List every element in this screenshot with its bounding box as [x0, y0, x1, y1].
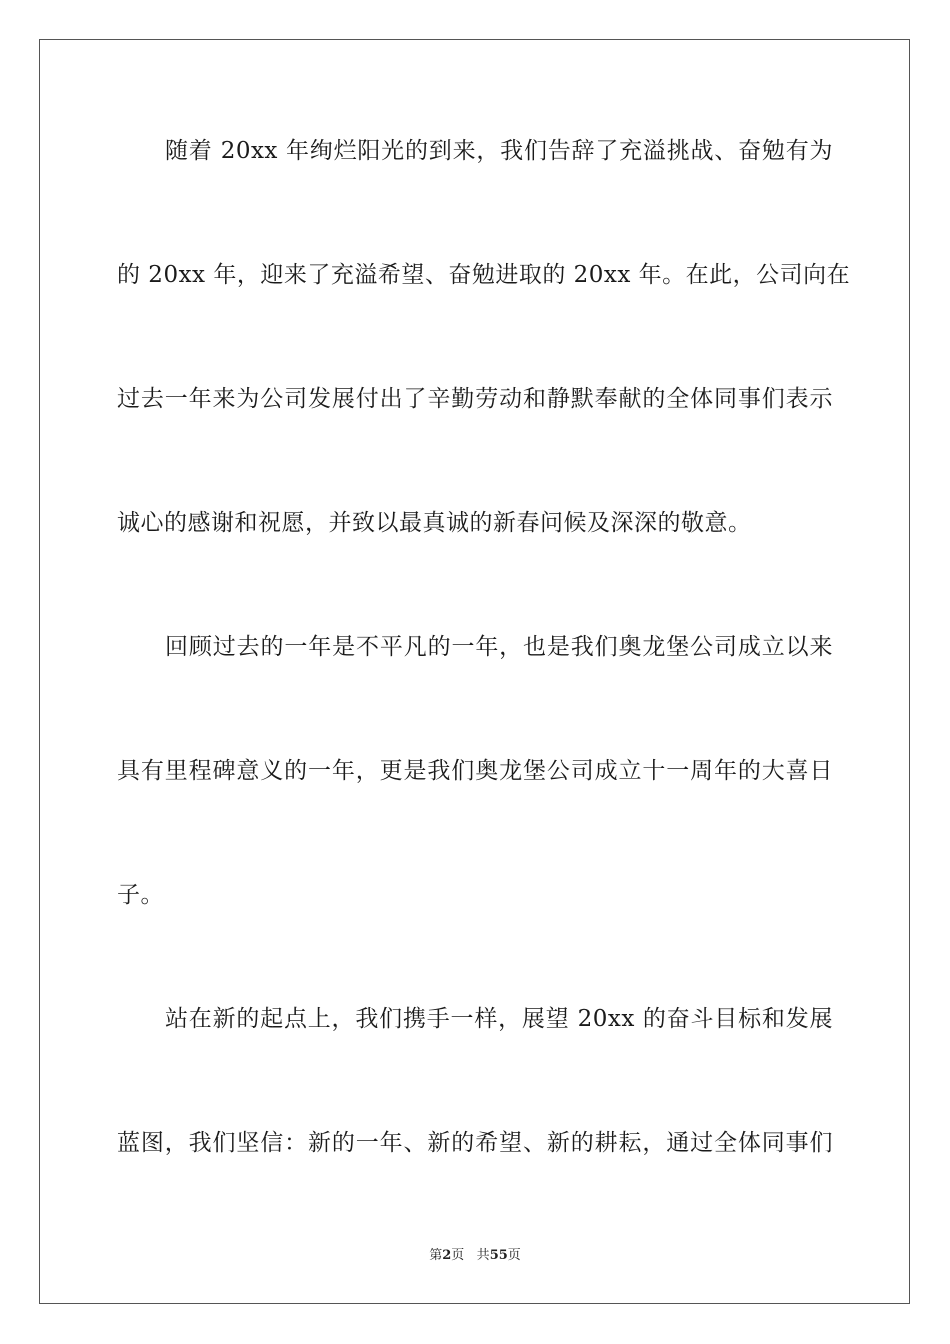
text-line-1: 随着 20xx 年绚烂阳光的到来，我们告辞了充溢挑战、奋勉有为	[165, 138, 833, 164]
text-line-9: 蓝图，我们坚信：新的一年、新的希望、新的耕耘，通过全体同事们	[117, 1130, 833, 1156]
page-border	[39, 39, 910, 1304]
text-line-4: 诚心的感谢和祝愿，并致以最真诚的新春问候及深深的敬意。	[117, 510, 752, 536]
footer-total-suffix: 页	[507, 1248, 521, 1263]
text-line-2: 的 20xx 年，迎来了充溢希望、奋勉进取的 20xx 年。在此，公司向在	[117, 262, 851, 288]
text-line-5: 回顾过去的一年是不平凡的一年，也是我们奥龙堡公司成立以来	[165, 634, 833, 660]
footer-page-number: 2	[442, 1248, 452, 1263]
footer-total-pages: 55	[489, 1248, 508, 1263]
text-line-7: 子。	[117, 882, 164, 908]
text-line-8: 站在新的起点上，我们携手一样，展望 20xx 的奋斗目标和发展	[165, 1006, 833, 1032]
footer-page-suffix: 页	[451, 1248, 465, 1263]
footer-total-prefix: 共	[476, 1248, 490, 1263]
page-footer	[0, 1247, 950, 1265]
text-line-6: 具有里程碑意义的一年，更是我们奥龙堡公司成立十一周年的大喜日	[117, 758, 833, 784]
footer-page-prefix: 第	[429, 1248, 443, 1263]
text-line-3: 过去一年来为公司发展付出了辛勤劳动和静默奉献的全体同事们表示	[117, 386, 833, 412]
